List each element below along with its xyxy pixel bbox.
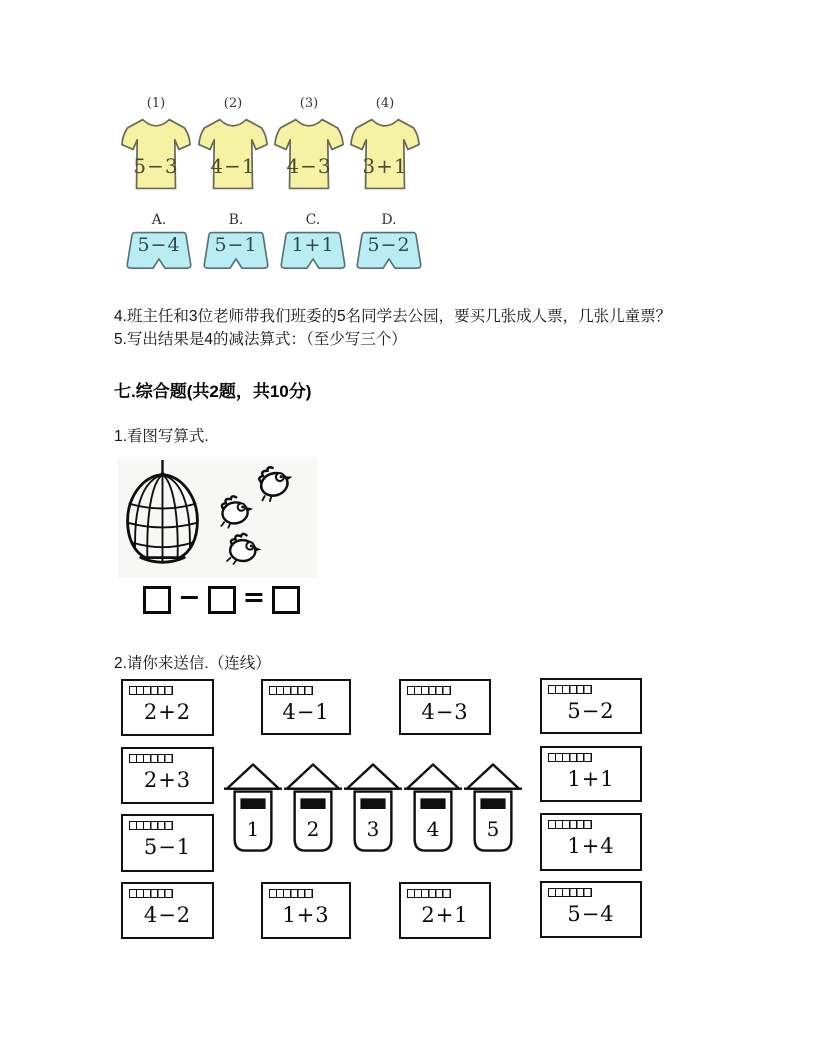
mailbox-icon	[464, 762, 522, 856]
mailbox-number: 3	[366, 817, 380, 841]
shirt-option-3	[274, 96, 344, 194]
mailbox-icon	[404, 762, 462, 856]
section-7-header: 七.综合题(共2题，共10分)	[114, 382, 312, 401]
shorts-label: C.	[305, 212, 321, 228]
stamp-row-icon	[407, 686, 451, 695]
stamp-row-icon	[129, 686, 173, 695]
shorts-label: D.	[381, 212, 397, 228]
mailbox-4	[404, 762, 462, 856]
question-5-text: 5.写出结果是4的减法算式：（至少写三个）	[114, 331, 407, 348]
shorts-option-d	[356, 212, 422, 273]
mailbox-icon	[224, 762, 282, 856]
shorts-expression: 5−1	[214, 234, 258, 256]
shorts-option-b	[203, 212, 269, 273]
stamp-row-icon	[129, 754, 173, 763]
stamp-row-icon	[548, 685, 592, 694]
mailbox-number: 2	[306, 817, 320, 841]
mailbox-3	[344, 762, 402, 856]
shorts-expression: 5−2	[367, 234, 411, 256]
mailbox-5	[464, 762, 522, 856]
minus-sign: −	[178, 582, 201, 613]
equals-sign: =	[242, 582, 266, 613]
envelope-card	[540, 678, 642, 734]
shirt-option-2	[198, 96, 268, 194]
stamp-row-icon	[129, 889, 173, 898]
stamp-row-icon	[548, 888, 592, 897]
envelope-card	[261, 679, 351, 735]
envelope-expression: 5−2	[567, 699, 615, 723]
envelope-expression: 4−3	[421, 700, 469, 724]
mailbox-icon	[284, 762, 342, 856]
envelope-card	[261, 882, 351, 939]
envelope-card	[121, 814, 214, 872]
envelope-expression: 2+1	[421, 903, 469, 927]
answer-box-minuend	[143, 586, 171, 614]
envelope-card	[540, 746, 642, 802]
shorts-option-a	[126, 212, 192, 273]
answer-box-subtrahend	[208, 586, 236, 614]
stamp-row-icon	[548, 753, 592, 762]
stamp-row-icon	[548, 820, 592, 829]
shirt-label: (1)	[146, 96, 166, 111]
envelope-expression: 1+1	[567, 767, 615, 791]
shorts-expression: 5−4	[137, 234, 181, 256]
section7-q2-label: 2.请你来送信.（连线）	[114, 655, 271, 672]
shirt-expression: 5−3	[133, 154, 179, 178]
envelope-expression: 5−4	[567, 902, 615, 926]
envelope-expression: 4−2	[143, 903, 192, 927]
birdcage-icon	[120, 460, 205, 574]
mailbox-number: 1	[246, 817, 260, 841]
shirt-expression: 3+1	[362, 154, 408, 178]
mailbox-number: 5	[486, 817, 500, 841]
shirt-expression: 4−3	[286, 154, 332, 178]
envelope-card	[121, 679, 214, 736]
question-4-text: 4.班主任和3位老师带我们班委的5名同学去公园，要买几张成人票，几张儿童票？	[114, 308, 672, 325]
envelope-expression: 2+2	[143, 700, 192, 724]
bird-icon	[251, 459, 300, 506]
envelope-expression: 5−1	[143, 835, 192, 859]
envelope-expression: 4−1	[282, 700, 330, 724]
envelope-expression: 1+4	[567, 834, 615, 858]
mailbox-2	[284, 762, 342, 856]
mailbox-number: 4	[426, 817, 440, 841]
envelope-card	[399, 882, 491, 939]
envelope-card	[399, 679, 491, 735]
envelope-card	[540, 813, 642, 871]
envelope-expression: 1+3	[282, 903, 330, 927]
shorts-option-c	[280, 212, 346, 273]
shirt-label: (2)	[223, 96, 243, 111]
shirt-option-1	[121, 96, 191, 194]
shorts-label: A.	[151, 212, 167, 228]
envelope-card	[540, 881, 642, 938]
stamp-row-icon	[129, 821, 173, 830]
shirt-label: (4)	[375, 96, 395, 111]
shorts-label: B.	[228, 212, 244, 228]
stamp-row-icon	[269, 889, 313, 898]
mailboxes-row	[224, 762, 522, 856]
envelope-card	[121, 747, 214, 804]
answer-box-result	[272, 586, 300, 614]
envelope-card	[121, 882, 214, 939]
bird-icon	[225, 531, 264, 566]
stamp-row-icon	[269, 686, 313, 695]
equation-row	[143, 582, 300, 615]
stamp-row-icon	[407, 889, 451, 898]
envelope-expression: 2+3	[143, 768, 192, 792]
shirt-label: (3)	[299, 96, 319, 111]
birdcage-figure	[118, 458, 318, 578]
mailbox-icon	[344, 762, 402, 856]
mailbox-1	[224, 762, 282, 856]
shirt-expression: 4−1	[210, 154, 256, 178]
bird-icon	[216, 492, 258, 531]
shirt-option-4	[350, 96, 420, 194]
shorts-expression: 1+1	[291, 234, 335, 256]
section7-q1-label: 1.看图写算式.	[114, 428, 209, 445]
